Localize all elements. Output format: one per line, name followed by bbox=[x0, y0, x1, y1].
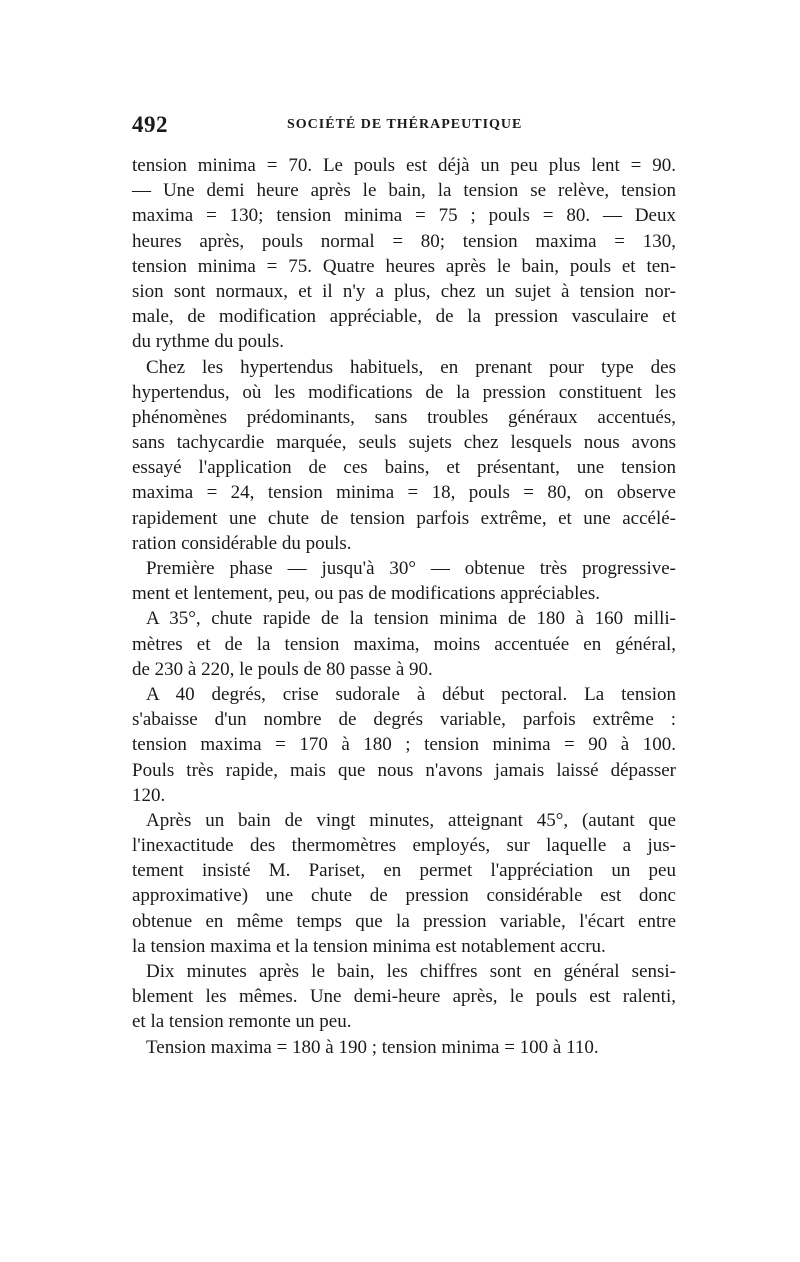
text-line: ration considérable du pouls. bbox=[132, 532, 352, 554]
text-line: la tension maxima et la tension minima est notablement accru. bbox=[132, 935, 606, 957]
text-line: hypertendus, où les modifications de la pression constituent les bbox=[132, 381, 676, 403]
text-line: sion sont normaux, et il n'y a plus, chez un sujet à tension nor- bbox=[132, 280, 676, 302]
paragraph-first-line: A 35°, chute rapide de la tension minima de 180 à 160 milli- bbox=[146, 608, 676, 630]
text-line: tension maxima = 170 à 180 ; tension minima = 90 à 100. bbox=[132, 734, 676, 756]
text-line: — Une demi heure après le bain, la tension se relève, tension bbox=[132, 180, 676, 202]
text-line: essayé l'application de ces bains, et présentant, une tension bbox=[132, 457, 676, 479]
text-line: obtenue en même temps que la pression variable, l'écart entre bbox=[132, 910, 676, 932]
text-line: et la tension remonte un peu. bbox=[132, 1011, 352, 1033]
text-line: du rythme du pouls. bbox=[132, 331, 284, 353]
text-line: tement insisté M. Pariset, en permet l'appréciation un peu bbox=[132, 860, 676, 882]
text-line: s'abaisse d'un nombre de degrés variable, parfois extrême : bbox=[132, 709, 676, 731]
text-line: rapidement une chute de tension parfois extrême, et une accélé- bbox=[132, 507, 676, 529]
running-title: SOCIÉTÉ DE THÉRAPEUTIQUE bbox=[287, 117, 523, 132]
paragraph-first-line: Dix minutes après le bain, les chiffres sont en général sensi- bbox=[146, 961, 676, 982]
text-line: de 230 à 220, le pouls de 80 passe à 90. bbox=[132, 658, 433, 680]
paragraph-first-line: Tension maxima = 180 à 190 ; tension minima = 100 à 110. bbox=[146, 1036, 599, 1058]
text-line: approximative) une chute de pression considérable est donc bbox=[132, 885, 676, 907]
text-line: phénomènes prédominants, sans troubles généraux accentués, bbox=[132, 406, 676, 428]
paragraph-first-line: Chez les hypertendus habituels, en prenant pour type des bbox=[146, 356, 676, 378]
text-line: maxima = 24, tension minima = 18, pouls = 80, on observe bbox=[132, 482, 676, 504]
text-line: tension minima = 70. Le pouls est déjà un peu plus lent = 90. bbox=[132, 155, 676, 176]
text-line: Pouls très rapide, mais que nous n'avons jamais laissé dépasser bbox=[132, 759, 676, 781]
text-line: sans tachycardie marquée, seuls sujets chez lesquels nous avons bbox=[132, 432, 676, 454]
text-line: blement les mêmes. Une demi-heure après, le pouls est ralenti, bbox=[132, 986, 676, 1008]
text-line: 120. bbox=[132, 784, 166, 806]
text-line: mètres et de la tension maxima, moins accentuée en général, bbox=[132, 633, 676, 655]
page-number: 492 bbox=[132, 112, 168, 137]
text-line: heures après, pouls normal = 80; tension maxima = 130, bbox=[132, 230, 676, 252]
text-line: ment et lentement, peu, ou pas de modifications appréciables. bbox=[132, 583, 600, 605]
page-header bbox=[132, 112, 676, 142]
text-line: maxima = 130; tension minima = 75 ; pouls = 80. — Deux bbox=[132, 205, 676, 227]
paragraph-first-line: Après un bain de vingt minutes, atteignant 45°, (autant que bbox=[146, 809, 676, 831]
paragraph-first-line: A 40 degrés, crise sudorale à début pectoral. La tension bbox=[146, 683, 676, 705]
paragraph-first-line: Première phase — jusqu'à 30° — obtenue très progressive- bbox=[146, 558, 676, 579]
text-line: l'inexactitude des thermomètres employés, sur laquelle a jus- bbox=[132, 835, 676, 857]
body-text bbox=[132, 153, 676, 1060]
text-line: male, de modification appréciable, de la pression vasculaire et bbox=[132, 306, 676, 328]
text-line: tension minima = 75. Quatre heures après le bain, pouls et ten- bbox=[132, 255, 676, 277]
